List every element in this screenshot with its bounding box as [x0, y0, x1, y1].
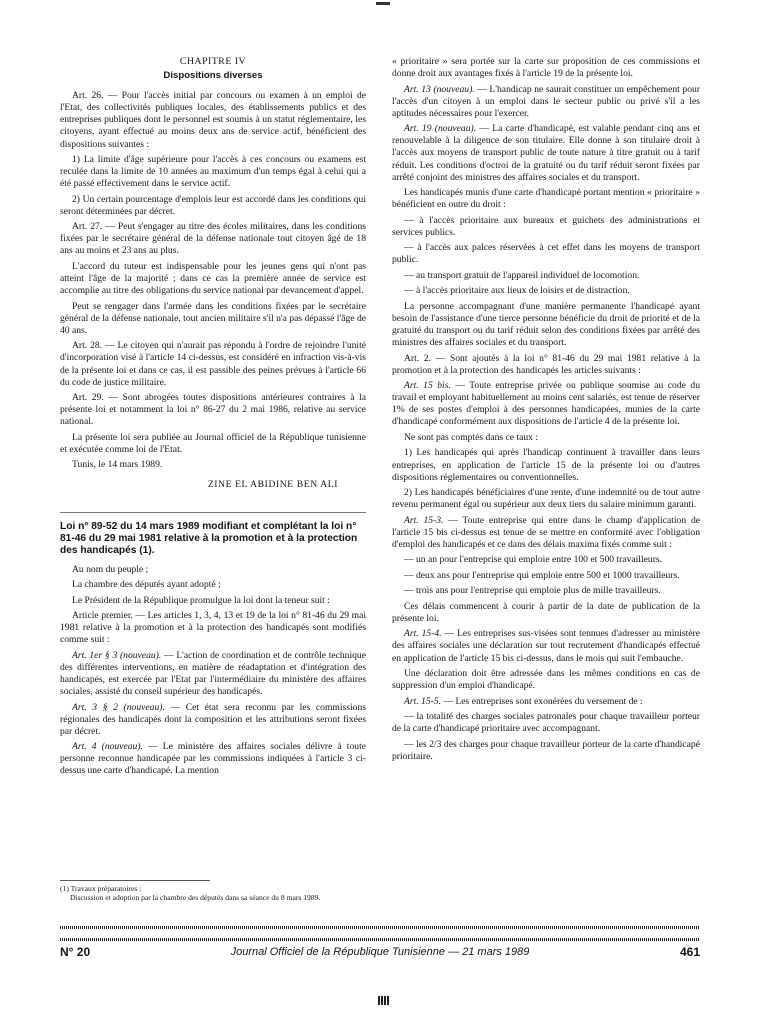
article-label: Art. 15-5. — [404, 695, 442, 707]
paragraph-text: — les 2/3 des charges pour chaque travailleur porteur de la carte d'handicapé prioritaire. — [392, 738, 700, 762]
paragraph-text: Art. 28. — Le citoyen qui n'aurait pas répondu à l'ordre de rejoindre l'unité d'incorporation visé à l'article 14 ci-dessus, est considéré en infraction vis-à-vis de la présente loi et dans ce cas, il est passible des peines prévues à l'article 66 du code de justice militaire. — [60, 340, 366, 388]
chapter-title: CHAPITRE IV — [179, 56, 247, 67]
paragraph-text: — Toute entreprise privée ou publique soumise au code du travail et employant habituellement au moins cent salariés, est tenue de réserver 1% de ses postes d'emploi à des personnes handicapées, munies de la carte d'handicapé conformément aux dispositions de l'article 4 de la présente loi. — [392, 380, 700, 428]
paragraph-text: La présente loi sera publiée au Journal officiel de la République tunisienne et exécutée comme loi de l'Etat. — [60, 431, 366, 455]
paragraph — [392, 515, 700, 551]
paragraph-text: Une déclaration doit être adressée dans les mêmes conditions en cas de suppression d'un emploi d'handicapé. — [392, 668, 700, 692]
paragraph — [392, 628, 700, 664]
section-divider — [60, 512, 366, 513]
paragraph — [60, 261, 366, 297]
paragraph-text: Art. 26. — Pour l'accès initial par concours ou examen à un emploi de l'Etat, des collectivités publiques locales, des établissements publics et des entreprises publiques dont le personnel est soumis à un statut réglementaire, les citoyens, ayant effectué au moins deux ans de service actif, bénéficient des dispositions suivantes : — [60, 90, 366, 150]
page-number: 461 — [679, 945, 700, 959]
paragraph-text: — à l'accès prioritaire aux lieux de loisirs et de distraction. — [404, 285, 630, 297]
paragraph-text: La personne accompagnant d'une manière permanente l'handicapé ayant besoin de l'assistance d'une tierce personne bénéficie du droit de priorité et de la gratuité du transport ou du tarif réduit selon des conditions fixées par arrêté des ministres des affaires sociales et du transport. — [392, 300, 700, 349]
paragraph-text: — trois ans pour l'entreprise qui emploie plus de mille travailleurs. — [404, 585, 661, 597]
paragraph-text: 1) Les handicapés qui après l'handicap continuent à travailler dans leurs entreprises, en application de l'article 15 de la présente loi ou d'autres dispositions réglementaires ou conventionnelles. — [392, 447, 700, 483]
paragraph-text: — Les entreprises sont exonérées du versement de : — [441, 695, 643, 707]
paragraph — [392, 447, 700, 483]
article-label: Art. 3 § 2 (nouveau). — [72, 701, 165, 713]
paragraph — [392, 601, 700, 625]
article-label: Art. 1er § 3 (nouveau). — [72, 649, 162, 661]
paragraph-text: Au nom du peuple ; — [72, 563, 149, 575]
paragraph — [60, 595, 366, 607]
paragraph — [392, 353, 700, 377]
paragraph-text: Peut se rengager dans l'armée dans les conditions fixées par le secrétaire général de la défense nationale, tout ancien militaire s'il n'a pas dépassé l'âge de 40 ans. — [60, 300, 366, 336]
page-footer — [60, 945, 700, 961]
paragraph — [60, 459, 366, 471]
paragraph — [60, 564, 366, 576]
paragraph — [60, 90, 366, 150]
paragraph-text: — L'handicap ne saurait constituer un empêchement pour l'accès d'un citoyen à un emploi dans le secteur public ou privé s'il a les aptitudes nécessaires pour l'exercer. — [392, 83, 700, 119]
paragraph — [392, 301, 700, 349]
paragraph — [392, 242, 700, 266]
paragraph-text: Art. 2. — Sont ajoutés à la loi n° 81-46 du 29 mai 1981 relative à la promotion et à la protection des handicapés les articles suivants : — [392, 352, 700, 376]
paragraph-text: — la totalité des charges sociales patronales pour chaque travailleur porteur de la carte d'handicapé prioritaire avec accompagnant. — [392, 711, 700, 735]
footnote-label: (1) Travaux préparatoires : — [60, 884, 142, 893]
paragraph-text: — Le ministère des affaires sociales délivre à toute personne reconnue handicapée par les commissions indiquées à l'article 3 ci-dessus une carte d'handicapé. La mention — [60, 741, 366, 777]
paragraph-text: L'accord du tuteur est indispensable pour les jeunes gens qui n'ont pas atteint l'âge de la majorité ; dans ce cas la première année de service est accomplie au titre des obligations du service national par devancement d'appel. — [60, 260, 366, 297]
paragraph — [392, 123, 700, 183]
paragraph — [392, 668, 700, 692]
paragraph — [392, 696, 700, 708]
paragraph-text: — un an pour l'entreprise qui emploie entre 100 et 500 travailleurs. — [404, 554, 663, 566]
footnote-rule — [60, 880, 210, 881]
paragraph-text: Article premier. — Les articles 1, 3, 4, 13 et 19 de la loi n° 81-46 du 29 mai 1981 relative à la promotion et à la protection des handicapés sont modifiés comme suit : — [60, 610, 366, 646]
footer-rule-top — [60, 926, 700, 929]
paragraph — [392, 585, 700, 597]
law-paragraphs — [60, 564, 366, 778]
article-label: Art. 4 (nouveau). — [72, 741, 143, 753]
paragraph-text: — L'action de coordination et de contrôle technique des différentes interventions, en matière de réadaptation et d'intégration des handicapés, est exercée par l'Etat par l'intermédiaire du ministère des affaires sociales, assisté du conseil supérieur des handicapés. — [60, 649, 366, 698]
paragraph-text: Ces délais commencent à courir à partir de la date de publication de la présente loi. — [392, 600, 700, 624]
top-scan-mark — [376, 2, 390, 5]
left-column — [60, 56, 366, 781]
paragraph-text: — Cet état sera reconnu par les commissions régionales des handicapés dont la composition et les attributions seront fixées par décret. — [60, 701, 366, 737]
paragraph-text: — au transport gratuit de l'appareil individuel de locomotion. — [404, 269, 640, 281]
right-paragraphs — [392, 56, 700, 763]
issue-number: N° 20 — [60, 945, 91, 959]
footnote — [60, 880, 360, 902]
paragraph-text: — Les entreprises sus-visées sont tennues d'adresser au ministère des affaires sociales une déclaration sur tout recrutement d'handicapés effectué en application de l'article 15 bis ci-dessus, dans le mois qui suit l'embauche. — [392, 628, 701, 664]
paragraph-text: Art. 27. — Peut s'engager au titre des écoles militaires, dans les conditions fixées par le secrétaire général de la défense nationale tout citoyen âgé de 18 ans au moins et 23 ans au plus. — [60, 221, 366, 257]
paragraph — [60, 194, 366, 218]
article-label: Art. 13 (nouveau). — [404, 83, 475, 95]
paragraph-text: Art. 29. — Sont abrogées toutes dispositions antérieures contraires à la présente loi et notamment la loi n° 86-27 du 2 mai 1986, relative au service national. — [60, 392, 366, 428]
right-column — [392, 56, 700, 766]
paragraph — [392, 739, 700, 763]
paragraph — [392, 215, 700, 239]
paragraph-text: Les handicapés munis d'une carte d'handicapé portant mention « prioritaire » bénéficient en outre du droit : — [392, 187, 700, 211]
paragraph — [392, 380, 700, 428]
paragraph-text: — à l'accès prioritaire aux bureaux et guichets des administrations et services publics. — [392, 214, 700, 238]
footer-rule-bottom — [60, 938, 700, 941]
journal-title: Journal Officiel de la République Tunisienne — 21 mars 1989 — [230, 946, 530, 958]
bottom-scan-mark — [378, 996, 390, 1005]
signature: ZINE EL ABIDINE BEN ALI — [207, 479, 338, 491]
paragraph — [60, 610, 366, 646]
paragraph-text: 2) Les handicapés bénéficiaires d'une rente, d'une indemnité ou de tout autre revenu permanent égal ou supérieur aux deux tiers du salaire minimum garanti. — [392, 487, 700, 511]
paragraph — [392, 56, 700, 80]
paragraph — [392, 554, 700, 566]
article-label: Art. 19 (nouveau). — [404, 123, 477, 135]
article-label: Art. 15-3. — [404, 514, 444, 526]
paragraph — [392, 84, 700, 120]
paragraph-text: — deux ans pour l'entreprise qui emploie entre 500 et 1000 travailleurs. — [404, 569, 680, 581]
paragraph — [392, 711, 700, 735]
paragraph-text: 2) Un certain pourcentage d'emplois leur est accordé dans les conditions qui seront déterminées par décret. — [60, 193, 366, 217]
paragraph — [392, 270, 700, 282]
paragraph — [60, 579, 366, 591]
paragraph — [60, 154, 366, 190]
article-label: Art. 15 bis. — [404, 380, 451, 392]
paragraph-text: — La carte d'handicapé, est valable pendant cinq ans et renouvelable à la diligence de son titulaire. Elle donne à son titulaire droit à l'accès aux moyens de transport public de toute nature à titre gratuit ou à tarif réduit. Les conditions d'octroi de la gratuité ou du tarif réduit seront fixées par arrêté conjoint des ministres des affaires sociales et du transport. — [392, 123, 700, 183]
left-paragraphs — [60, 90, 366, 471]
paragraph-text: Tunis, le 14 mars 1989. — [72, 459, 163, 471]
footnote-text: Discussion et adoption par la chambre des députés dans sa séance du 8 mars 1989. — [70, 893, 321, 902]
paragraph-text: Le Président de la République promulgue la loi dont la teneur suit : — [72, 594, 330, 606]
paragraph — [392, 432, 700, 444]
article-label: Art. 15-4. — [404, 628, 442, 640]
paragraph — [392, 487, 700, 511]
paragraph — [60, 741, 366, 777]
paragraph — [392, 187, 700, 211]
paragraph — [392, 570, 700, 582]
paragraph — [60, 301, 366, 337]
paragraph-text: « prioritaire » sera portée sur la carte sur proposition de ces commissions et donne droit aux avantages fixés à l'article 19 de la présente loi. — [392, 56, 700, 80]
paragraph — [60, 340, 366, 388]
paragraph — [60, 650, 366, 698]
paragraph — [60, 221, 366, 257]
paragraph-text: 1) La limite d'âge supérieure pour l'accès à ces concours ou examens est reculée dans la limite de 10 années au maximum d'un temps égal à celui qui a été passé effectivement dans le service actif. — [60, 154, 366, 190]
section-heading: Dispositions diverses — [163, 70, 263, 82]
paragraph-text: — Toute entreprise qui entre dans le champ d'application de l'article 15 bis ci-dessus est tenue de se mettre en conformité avec l'obligation d'emploi des handicapés et ce dans des délais maxima fixés comme suit : — [392, 514, 700, 550]
paragraph-text: La chambre des députés ayant adopté ; — [72, 579, 221, 591]
paragraph — [60, 432, 366, 456]
law-title: Loi n° 89-52 du 14 mars 1989 modifiant et complétant la loi n° 81-46 du 29 mai 1981 relative à la promotion et à la protection des handicapés (1). — [60, 520, 358, 557]
paragraph — [60, 702, 366, 738]
paragraph-text: — à l'accès aux palces réservées à cet effet dans les moyens de transport public. — [392, 242, 700, 266]
paragraph — [392, 285, 700, 297]
paragraph — [60, 392, 366, 428]
paragraph-text: Ne sont pas comptés dans ce taux : — [404, 431, 539, 443]
